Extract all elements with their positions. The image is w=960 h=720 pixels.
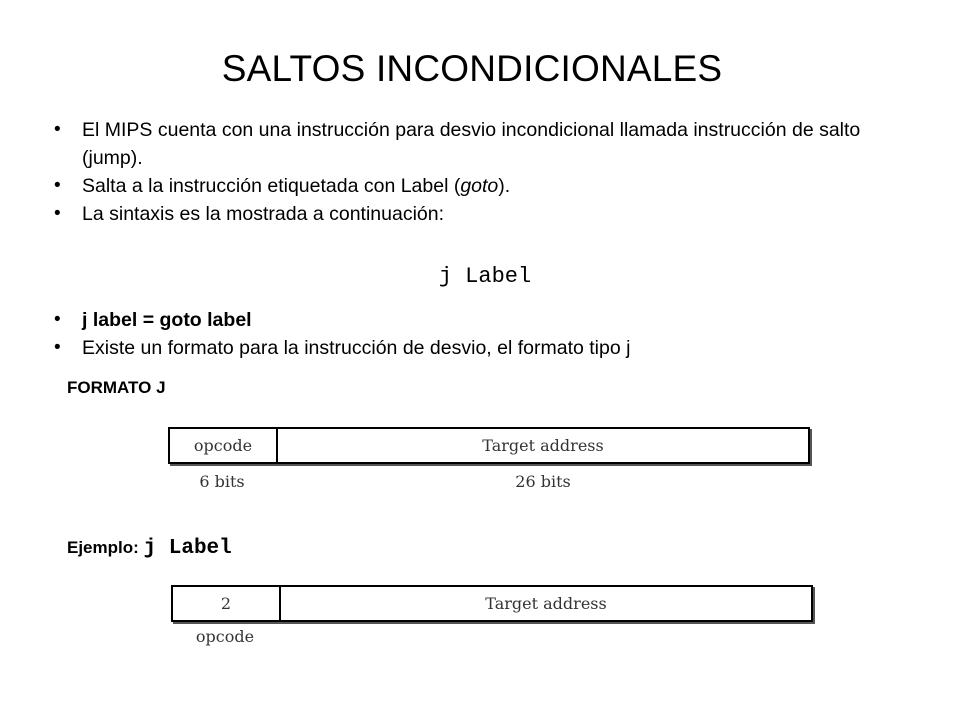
format-j-box — [168, 427, 810, 464]
format-heading: FORMATO J — [67, 378, 166, 397]
example-code: j Label — [143, 537, 232, 560]
bullet-item — [52, 334, 912, 362]
opcode-value-cell: 2 — [173, 587, 281, 620]
example-box — [171, 585, 813, 622]
opcode-cell: opcode — [170, 429, 278, 462]
target-address-cell: Target address — [485, 594, 607, 613]
syntax-code: j Label — [438, 264, 532, 289]
example-label: Ejemplo: — [67, 538, 139, 557]
bullet-list-top — [52, 116, 912, 228]
bullet-text: ). — [498, 175, 511, 197]
opcode-caption: opcode — [195, 627, 255, 646]
bullet-italic-text: goto — [460, 175, 499, 197]
target-bits-caption: 26 bits — [515, 472, 571, 491]
opcode-bits-caption: 6 bits — [199, 472, 245, 491]
example-heading — [67, 537, 232, 560]
bullet-text: El MIPS cuenta con una instrucción para desvio incondicional llamada instrucción de salto (jump). — [82, 119, 861, 169]
bullet-text: j label = goto label — [82, 309, 252, 331]
bullet-item — [52, 116, 912, 172]
bullet-item — [52, 172, 912, 200]
bullet-text: Existe un formato para la instrucción de desvio, el formato tipo j — [82, 337, 631, 359]
bullet-list-bottom — [52, 306, 912, 362]
target-address-cell: Target address — [482, 436, 604, 455]
bullet-item — [52, 306, 912, 334]
bullet-text: Salta a la instrucción etiquetada con Label ( — [82, 175, 461, 197]
bullet-text: La sintaxis es la mostrada a continuación: — [82, 203, 445, 225]
bullet-item — [52, 200, 912, 228]
slide-title: SALTOS INCONDICIONALES — [221, 48, 723, 89]
